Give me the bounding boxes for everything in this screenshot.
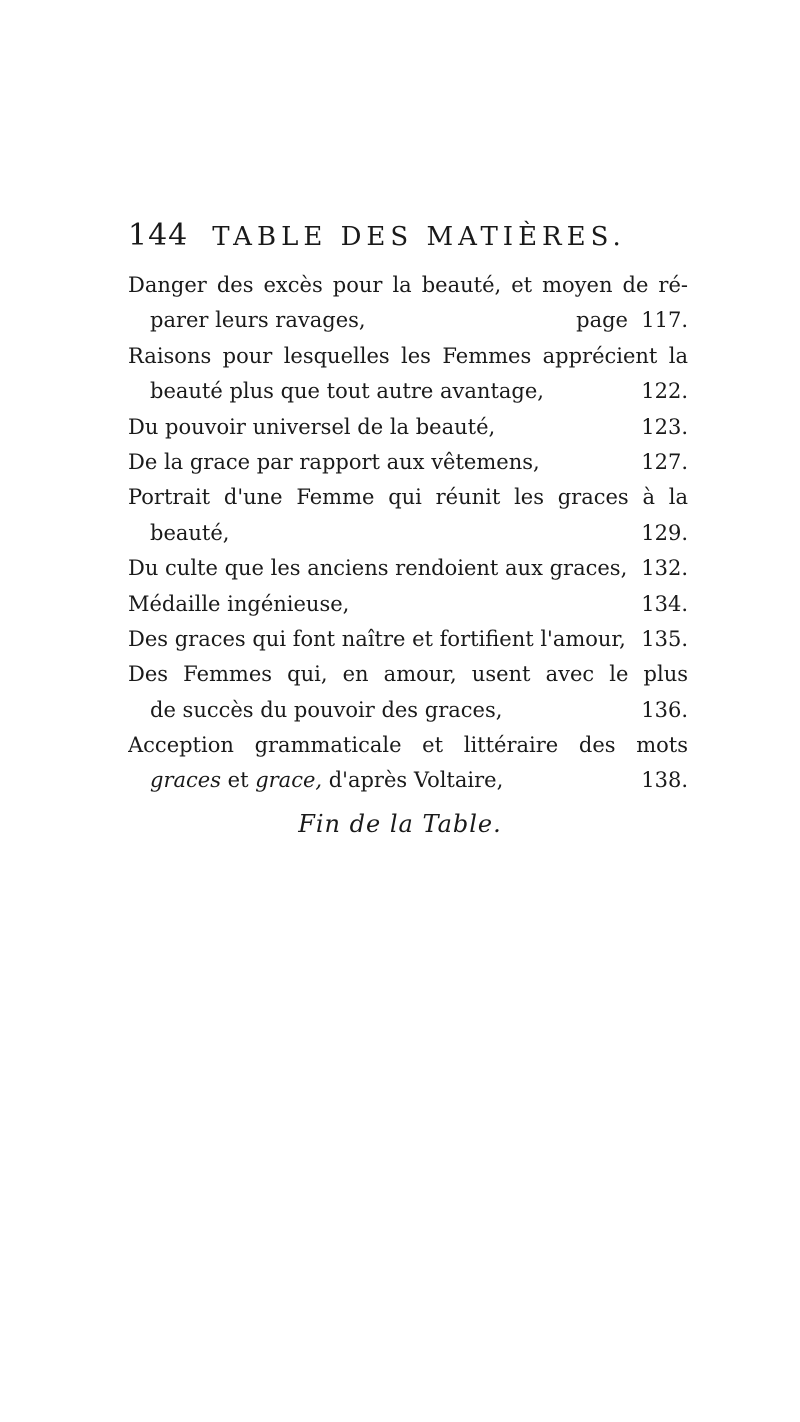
toc-page-number: 122. <box>641 379 688 404</box>
toc-entry-line <box>128 339 688 374</box>
toc-page-number: 123. <box>641 414 688 439</box>
toc-entry <box>128 268 688 339</box>
toc-entry <box>128 480 688 551</box>
toc-entry-line <box>128 516 688 551</box>
toc-page-number: 134. <box>641 591 688 616</box>
toc-entry-line <box>128 551 688 586</box>
toc-entry-line <box>128 480 688 515</box>
toc-entry-line <box>128 693 688 728</box>
toc-entry-title: Médaille ingénieuse, <box>128 591 350 616</box>
toc-page-number: 127. <box>641 449 688 474</box>
toc-page-number: 132. <box>641 556 688 581</box>
toc-entry <box>128 622 688 657</box>
toc-entry-line <box>128 303 688 338</box>
italic-word-graces: graces <box>150 768 221 793</box>
toc-entry-title: Raisons pour lesquelles les Femmes apprécient la <box>128 343 688 368</box>
toc-entry-title: Du pouvoir universel de la beauté, <box>128 414 496 439</box>
toc-entry <box>128 445 688 480</box>
toc-page-number: 129. <box>641 520 688 545</box>
end-of-table-note: Fin de la Table. <box>298 810 502 838</box>
toc-page-number: 138. <box>641 768 688 793</box>
toc-entry-title: De la grace par rapport aux vêtemens, <box>128 449 540 474</box>
toc-entry-title: Des graces qui font naître et fortifient l'amour, <box>128 626 626 651</box>
toc-entry-line <box>128 587 688 622</box>
toc-entry-line <box>128 728 688 763</box>
toc-page-number: 117. <box>641 308 688 333</box>
table-of-contents <box>128 268 688 799</box>
toc-entry-line <box>128 763 688 798</box>
page-number: 144 <box>128 218 189 253</box>
running-title: TABLE DES MATIÈRES. <box>212 222 626 252</box>
toc-entry-title-continued: parer leurs ravages, <box>150 308 366 333</box>
page-header <box>128 218 688 262</box>
toc-entry-title: Du culte que les anciens rendoient aux graces, <box>128 556 628 581</box>
toc-entry-title: Des Femmes qui, en amour, usent avec le plus <box>128 662 688 687</box>
toc-entry-line <box>128 657 688 692</box>
toc-entry <box>128 728 688 799</box>
toc-entry-line <box>128 268 688 303</box>
toc-entry <box>128 551 688 586</box>
toc-entry-title: Acception grammaticale et littéraire des mots <box>128 733 688 758</box>
toc-entry-title: Portrait d'une Femme qui réunit les graces à la <box>128 485 688 510</box>
toc-entry <box>128 657 688 728</box>
toc-page-number: 136. <box>641 697 688 722</box>
toc-entry <box>128 339 688 410</box>
toc-entry-title: Danger des excès pour la beauté, et moyen de ré- <box>128 273 688 297</box>
toc-page-number: 135. <box>641 626 688 651</box>
toc-entry-line <box>128 410 688 445</box>
attribution: d'après Voltaire, <box>322 768 504 793</box>
toc-entry-title-continued: de succès du pouvoir des graces, <box>150 697 503 722</box>
toc-entry-title-continued: beauté, <box>150 520 230 545</box>
toc-entry-title-continued <box>150 763 503 798</box>
toc-entry-line <box>128 622 688 657</box>
conjunction: et <box>220 768 256 793</box>
toc-entry <box>128 587 688 622</box>
toc-entry-line <box>128 374 688 409</box>
toc-entry-title-continued: beauté plus que tout autre avantage, <box>150 379 544 404</box>
page-label: page <box>576 308 628 333</box>
toc-entry <box>128 410 688 445</box>
italic-word-grace: grace, <box>255 768 323 793</box>
toc-entry-line <box>128 445 688 480</box>
